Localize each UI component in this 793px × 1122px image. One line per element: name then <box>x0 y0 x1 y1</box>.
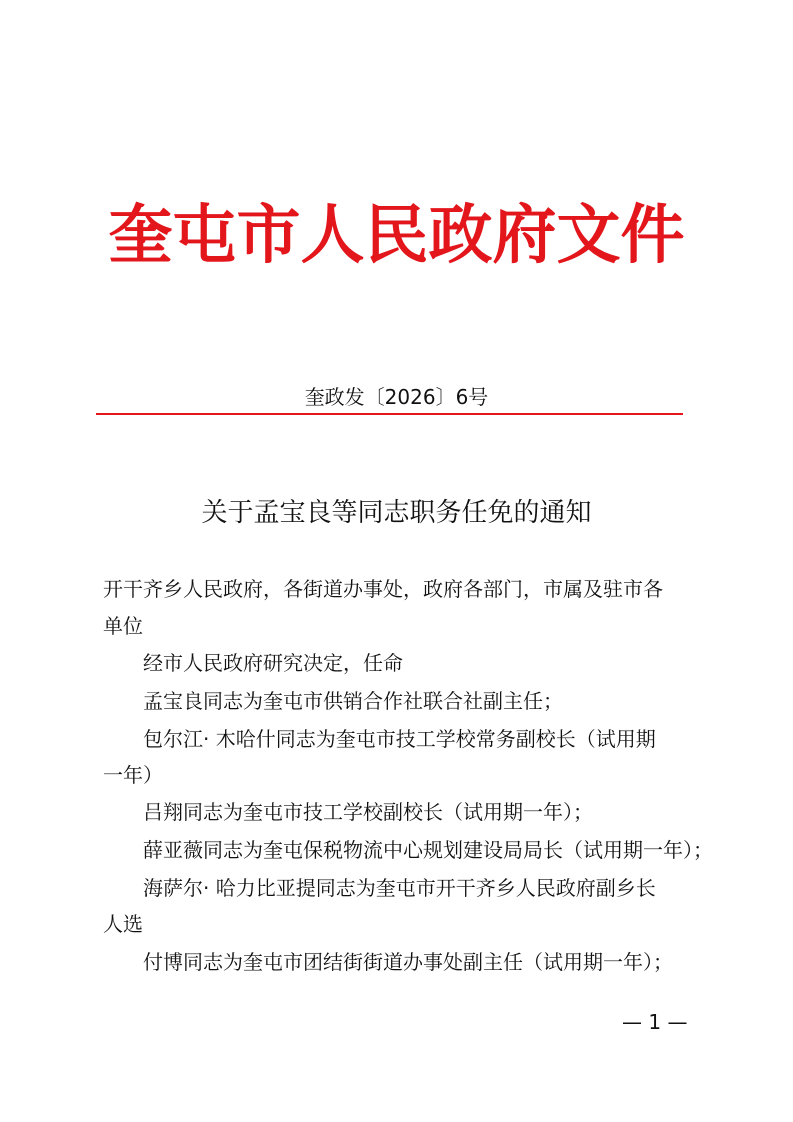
document-number: 奎政发〔2026〕6号 <box>304 385 489 409</box>
appointment-item-6: 付博同志为奎屯市团结街街道办事处副主任（试用期一年）； <box>143 950 673 974</box>
body-intro: 经市人民政府研究决定，任命 <box>143 651 403 675</box>
page-number: — 1 — <box>622 1010 688 1034</box>
recipients-line-1: 开干齐乡人民政府，各街道办事处，政府各部门，市属及驻市各 <box>103 577 663 601</box>
appointment-item-5-line-2: 人选 <box>103 912 143 936</box>
notice-title: 关于孟宝良等同志职务任免的通知 <box>201 498 592 528</box>
appointment-item-2-line-1: 包尔江· 木哈什同志为奎屯市技工学校常务副校长（试用期 <box>143 727 656 751</box>
recipients-line-2: 单位 <box>103 614 143 638</box>
appointment-item-4: 薛亚薇同志为奎屯保税物流中心规划建设局局长（试用期一年）； <box>143 838 713 862</box>
appointment-item-5-line-1: 海萨尔· 哈力比亚提同志为奎屯市开干齐乡人民政府副乡长 <box>143 876 656 900</box>
appointment-item-1: 孟宝良同志为奎屯市供销合作社联合社副主任； <box>143 689 563 713</box>
red-divider-line <box>96 413 683 415</box>
appointment-item-2-line-2: 一年） <box>103 763 163 787</box>
document-masthead-title: 奎屯市人民政府文件 <box>108 198 685 273</box>
appointment-item-3: 吕翔同志为奎屯市技工学校副校长（试用期一年）； <box>143 800 593 824</box>
